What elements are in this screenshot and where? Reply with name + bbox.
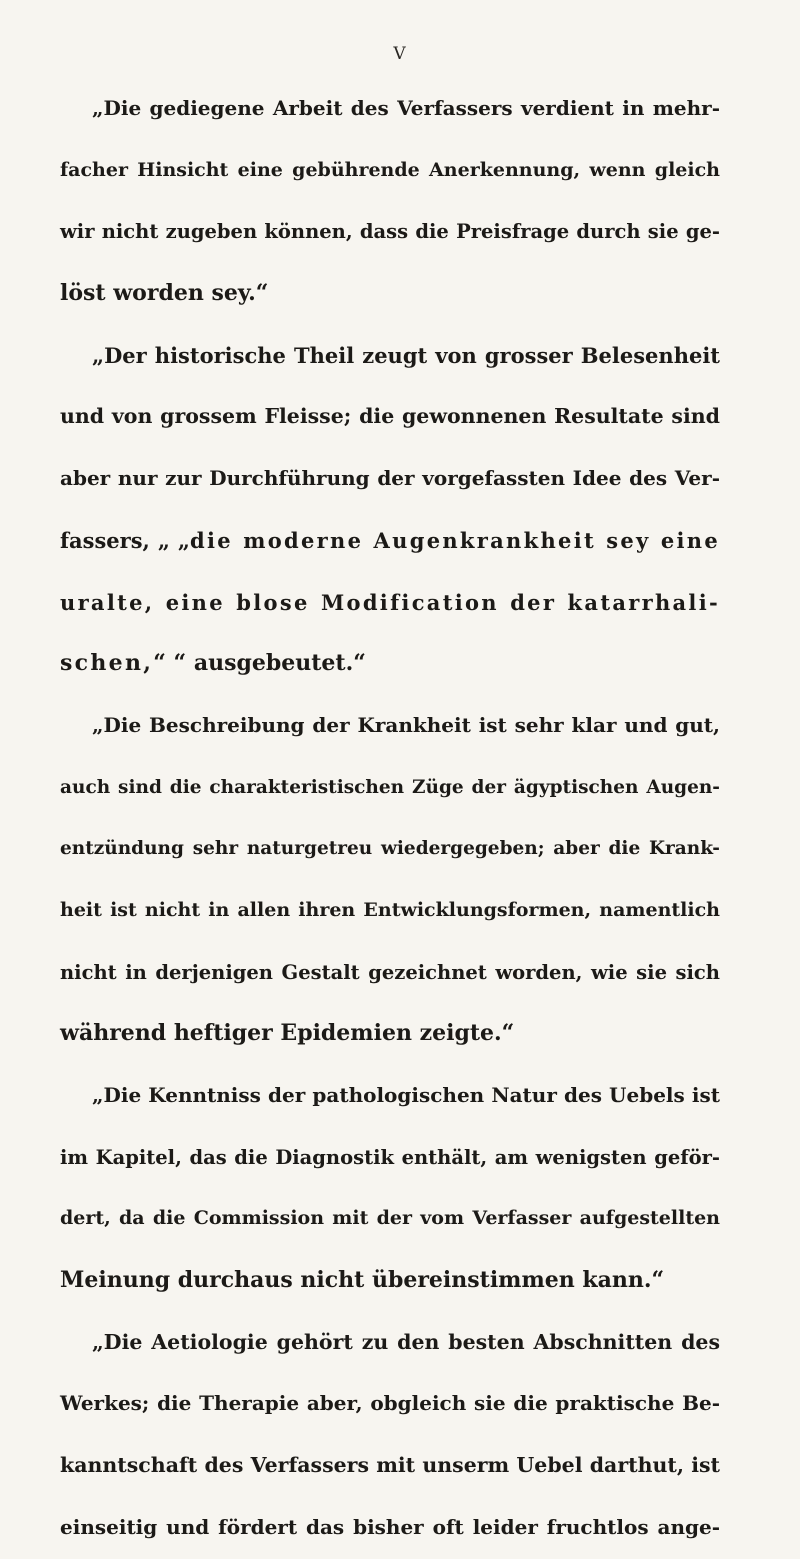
- text-line: dert, da die Commission mit der vom Verfasser aufgestellten: [60, 1207, 720, 1230]
- text-line: Werkes; die Therapie aber, obgleich sie die praktische Be-: [60, 1391, 720, 1416]
- text-line: kanntschaft des Verfassers mit unserm Uebel darthut, ist: [60, 1453, 720, 1478]
- paragraph-4: [60, 1065, 720, 1312]
- text-line: einseitig und fördert das bisher oft leider fruchtlos ange-: [60, 1514, 720, 1539]
- text-line: facher Hinsicht eine gebührende Anerkennung, wenn gleich: [60, 158, 720, 181]
- text-line: löst worden sey.“: [60, 280, 269, 307]
- paragraph-1: [60, 78, 720, 325]
- emphasized-quote: die moderne Augenkrankheit sey eine: [189, 527, 720, 553]
- text-line: „Die gediegene Arbeit des Verfassers verdient in mehr-: [92, 96, 720, 120]
- text-line: im Kapitel, das die Diagnostik enthält, am wenigsten geför-: [60, 1145, 720, 1169]
- body-text: [60, 78, 720, 1559]
- text-line: und von grossem Fleisse; die gewonnenen Resultate sind: [60, 404, 720, 429]
- page-number: V: [393, 44, 407, 64]
- text-line: auch sind die charakteristischen Züge der ägyptischen Augen-: [60, 776, 720, 798]
- text-line-mixed: [60, 633, 720, 695]
- text-line: heit ist nicht in allen ihren Entwicklungsformen, namentlich: [60, 898, 720, 921]
- emphasized-quote-end: schen,: [60, 650, 154, 677]
- text-line: wir nicht zugeben können, dass die Preisfrage durch sie ge-: [60, 220, 720, 244]
- text-line: „Der historische Theil zeugt von grosser Belesenheit: [92, 342, 720, 368]
- text-line: aber nur zur Durchführung der vorgefassten Idee des Ver-: [60, 466, 720, 491]
- paragraph-5: [60, 1312, 720, 1559]
- text-line-mixed: [60, 510, 720, 572]
- text-line-prefix: fassers, „ „: [60, 527, 190, 553]
- paragraph-2: [60, 325, 720, 695]
- text-line: „Die Aetiologie gehört zu den besten Abschnitten des: [92, 1329, 720, 1354]
- text-line: nicht in derjenigen Gestalt gezeichnet worden, wie sie sich: [60, 960, 720, 984]
- text-line: während heftiger Epidemien zeigte.“: [60, 1020, 515, 1047]
- emphasized-quote-line: uralte, eine blose Modification der katarrhali-: [60, 589, 720, 615]
- text-line: entzündung sehr naturgetreu wiedergegeben; aber die Krank-: [60, 838, 720, 860]
- text-line-suffix: “ “ ausgebeutet.“: [153, 650, 366, 677]
- paragraph-3: [60, 695, 720, 1065]
- text-line: Meinung durchaus nicht übereinstimmen kann.“: [60, 1267, 665, 1294]
- text-line: „Die Beschreibung der Krankheit ist sehr klar und gut,: [92, 712, 720, 737]
- text-line: „Die Kenntniss der pathologischen Natur des Uebels ist: [92, 1083, 720, 1107]
